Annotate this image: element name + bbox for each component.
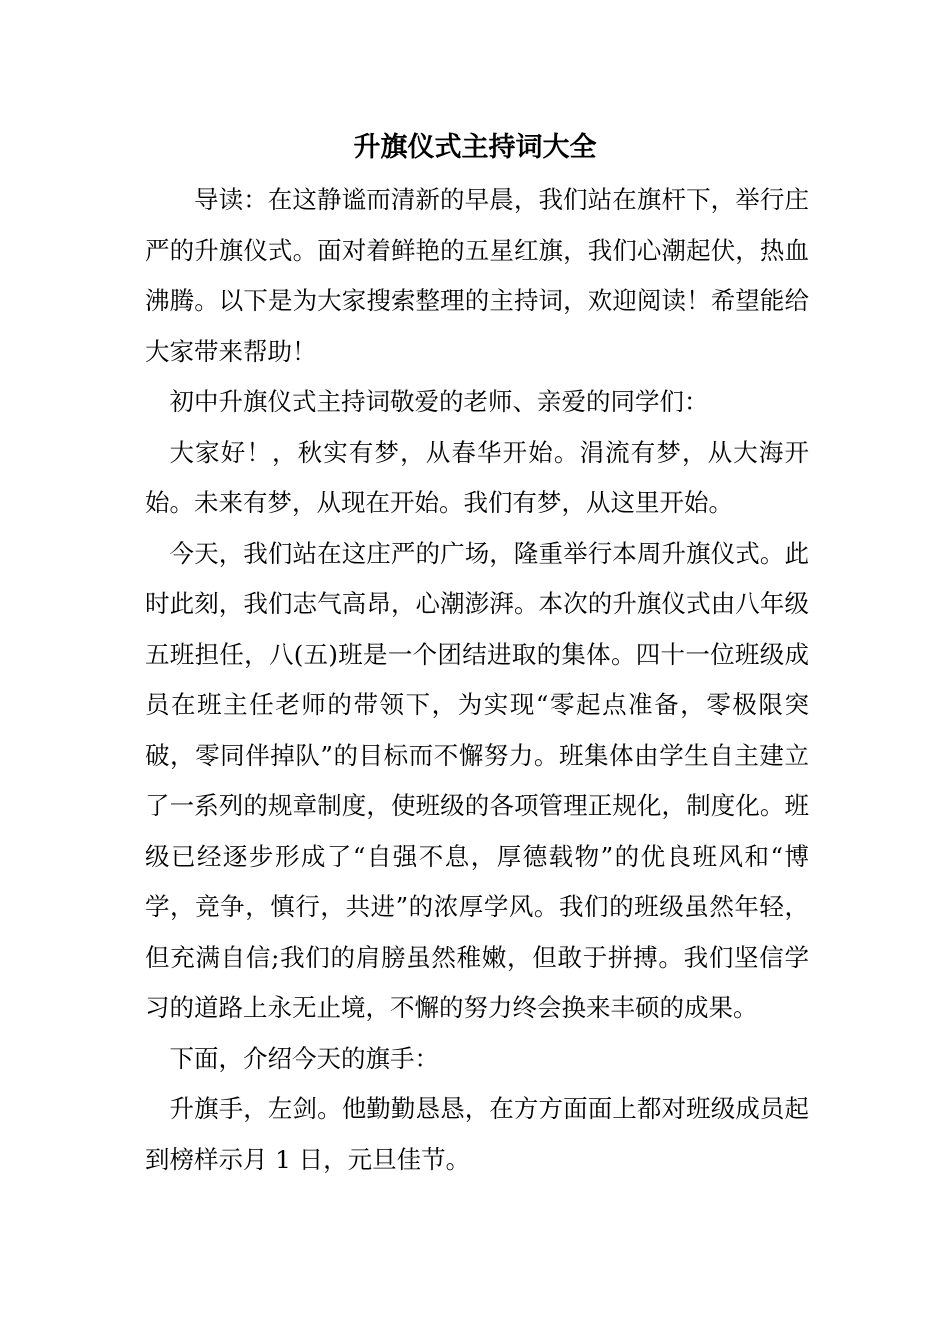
opening-paragraph: 大家好！，秋实有梦，从春华开始。涓流有梦，从大海开始。未来有梦，从现在开始。我们有梦，从这里开始。 (145, 437, 809, 517)
class-introduction-paragraph: 今天，我们站在这庄严的广场，隆重举行本周升旗仪式。此时此刻，我们志气高昂，心潮澎湃。本次的升旗仪式由八年级五班担任，八(五)班是一个团结进取的集体。四十一位班级成员在班主任老师的带领下，为实现“零起点准备，零极限突破，零同伴掉队”的目标而不懈努力。班集体由学生自主建立了一系列的规章制度，使班级的各项管理正规化，制度化。班级已经逐步形成了“自强不息，厚德载物”的优良班风和“博学，竞争，慎行，共进”的浓厚学风。我们的班级虽然年轻，但充满自信;我们的肩膀虽然稚嫩，但敢于拼搏。我们坚信学习的道路上永无止境，不懈的努力终会换来丰硕的成果。 (145, 538, 809, 1022)
flag-bearer-intro-paragraph: 下面，介绍今天的旗手： (169, 1043, 439, 1073)
intro-paragraph: 导读：在这静谧而清新的早晨，我们站在旗杆下，举行庄严的升旗仪式。面对着鲜艳的五星红旗，我们心潮起伏，热血沸腾。以下是为大家搜索整理的主持词，欢迎阅读！希望能给大家带来帮助！ (145, 185, 809, 366)
greeting-heading-paragraph: 初中升旗仪式主持词敬爱的老师、亲爱的同学们： (169, 387, 709, 416)
document-body (145, 175, 809, 1185)
document-title: 升旗仪式主持词大全 (353, 132, 597, 163)
flag-raiser-paragraph: 升旗手，左剑。他勤勤恳恳，在方方面面上都对班级成员起到榜样示月 1 日，元旦佳节。 (145, 1094, 809, 1174)
